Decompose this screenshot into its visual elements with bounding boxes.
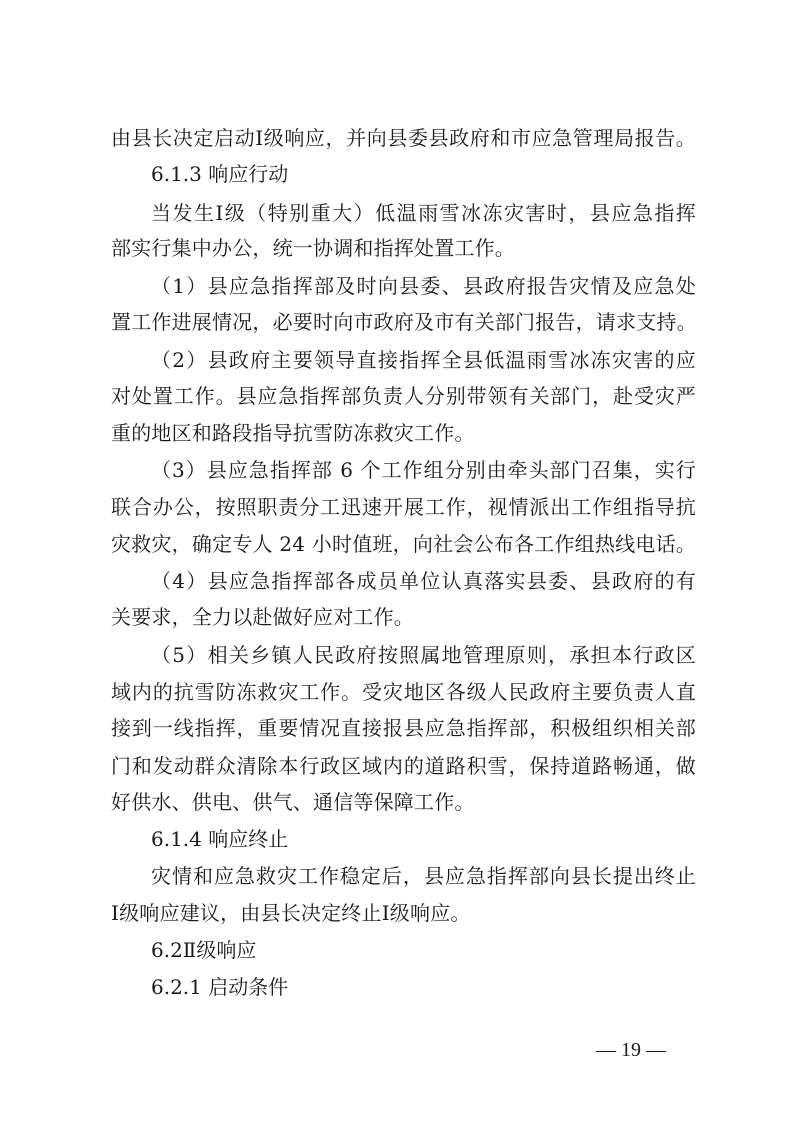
paragraph-line: 对处置工作。县应急指挥部负责人分别带领有关部门，赴受灾严 bbox=[111, 384, 696, 408]
paragraph-line: （2）县政府主要领导直接指挥全县低温雨雪冰冻灾害的应 bbox=[151, 348, 696, 372]
paragraph-line: （4）县应急指挥部各成员单位认真落实县委、县政府的有 bbox=[151, 569, 696, 593]
section-heading: 6.2.1 启动条件 bbox=[151, 975, 289, 999]
paragraph-line: 关要求，全力以赴做好应对工作。 bbox=[111, 605, 414, 629]
paragraph-line: （5）相关乡镇人民政府按照属地管理原则，承担本行政区 bbox=[151, 643, 696, 667]
paragraph-line: 好供水、供电、供气、通信等保障工作。 bbox=[111, 790, 475, 814]
paragraph-line: 灾情和应急救灾工作稳定后，县应急指挥部向县长提出终止 bbox=[151, 864, 696, 888]
paragraph-line: （3）县应急指挥部 6 个工作组分别由牵头部门召集，实行 bbox=[151, 458, 696, 482]
paragraph-line: 当发生Ⅰ级（特别重大）低温雨雪冰冻灾害时，县应急指挥 bbox=[151, 201, 696, 225]
paragraph-line: （1）县应急指挥部及时向县委、县政府报告灾情及应急处 bbox=[151, 274, 696, 298]
paragraph-line: 灾救灾，确定专人 24 小时值班，向社会公布各工作组热线电话。 bbox=[111, 532, 696, 556]
section-heading: 6.2Ⅱ级响应 bbox=[151, 938, 257, 962]
section-heading: 6.1.4 响应终止 bbox=[151, 827, 289, 851]
paragraph-line: 由县长决定启动Ⅰ级响应，并向县委县政府和市应急管理局报告。 bbox=[111, 126, 696, 150]
paragraph-line: 门和发动群众清除本行政区域内的道路积雪，保持道路畅通，做 bbox=[111, 754, 696, 778]
section-heading: 6.1.3 响应行动 bbox=[151, 162, 289, 186]
paragraph-line: 域内的抗雪防冻救灾工作。受灾地区各级人民政府主要负责人直 bbox=[111, 680, 696, 704]
paragraph-line: 联合办公，按照职责分工迅速开展工作，视情派出工作组指导抗 bbox=[111, 495, 696, 519]
page-number: — 19 — bbox=[596, 1039, 666, 1061]
paragraph-line: 重的地区和路段指导抗雪防冻救灾工作。 bbox=[111, 421, 475, 445]
paragraph-line: 置工作进展情况，必要时向市政府及市有关部门报告，请求支持。 bbox=[111, 310, 697, 334]
paragraph-line: Ⅰ级响应建议，由县长决定终止Ⅰ级响应。 bbox=[111, 901, 471, 925]
paragraph-line: 部实行集中办公，统一协调和指挥处置工作。 bbox=[111, 236, 515, 260]
paragraph-line: 接到一线指挥，重要情况直接报县应急指挥部，积极组织相关部 bbox=[111, 716, 696, 740]
